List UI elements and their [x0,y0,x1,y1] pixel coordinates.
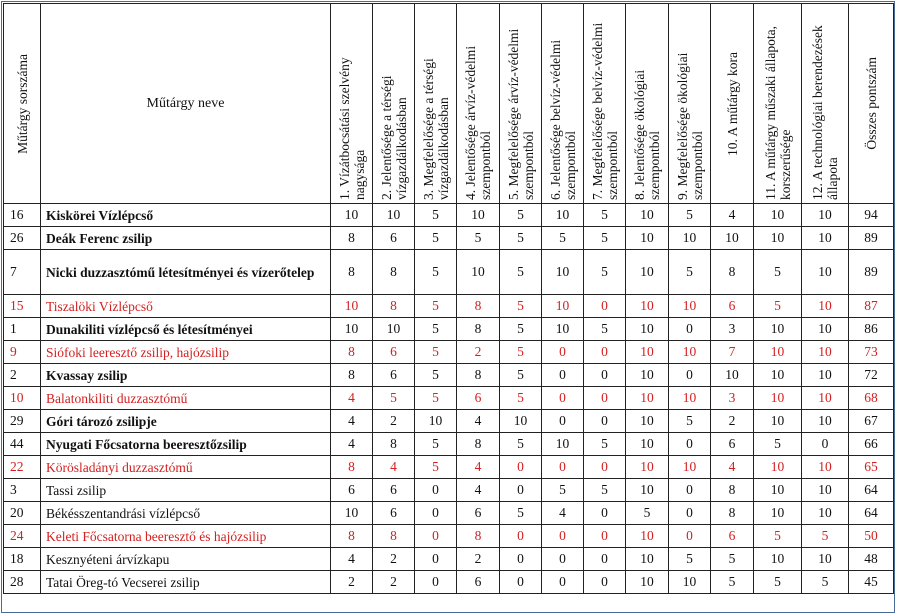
score-cell-criterion-1: 4 [331,387,373,410]
row-name-cell: Nyugati Főcsatorna beeresztőzsilip [41,433,331,456]
score-cell-criterion-5: 5 [500,250,542,295]
score-cell-criterion-10: 3 [711,387,754,410]
score-cell-criterion-2: 8 [373,250,415,295]
score-cell-criterion-11: 10 [754,387,802,410]
score-cell-criterion-3: 10 [415,410,457,433]
score-cell-criterion-11: 10 [754,227,802,250]
score-cell-criterion-1: 8 [331,364,373,387]
score-cell-criterion-1: 2 [331,571,373,594]
table-row [4,433,894,456]
score-cell-criterion-3: 5 [415,318,457,341]
score-cell-criterion-6: 10 [542,295,584,318]
total-score-cell: 72 [849,364,894,387]
score-cell-criterion-5: 5 [500,204,542,227]
score-cell-criterion-8: 10 [626,410,669,433]
score-cell-criterion-6: 10 [542,318,584,341]
total-score-cell: 86 [849,318,894,341]
score-cell-criterion-7: 5 [584,227,626,250]
row-id-cell: 24 [4,525,41,548]
score-cell-criterion-10: 6 [711,295,754,318]
header-criterion-4: 4. Jelentősége árvíz-védelmi szempontból [457,4,500,204]
score-cell-criterion-8: 10 [626,204,669,227]
score-cell-criterion-11: 10 [754,502,802,525]
score-cell-criterion-7: 0 [584,410,626,433]
score-cell-criterion-7: 5 [584,318,626,341]
score-cell-criterion-6: 5 [542,479,584,502]
header-total: Összes pontszám [849,4,894,204]
score-cell-criterion-4: 10 [457,204,500,227]
score-cell-criterion-12: 10 [802,548,849,571]
score-cell-criterion-9: 10 [669,456,711,479]
table-row [4,250,894,295]
score-cell-criterion-4: 4 [457,479,500,502]
score-cell-criterion-12: 10 [802,318,849,341]
row-name-cell: Góri tározó zsilipje [41,410,331,433]
score-cell-criterion-10: 8 [711,502,754,525]
score-cell-criterion-9: 5 [669,250,711,295]
score-cell-criterion-8: 5 [626,502,669,525]
row-name-cell: Kiskörei Vízlépcső [41,204,331,227]
score-cell-criterion-11: 10 [754,318,802,341]
table-row [4,525,894,548]
score-cell-criterion-9: 5 [669,410,711,433]
row-name-cell: Dunakiliti vízlépcső és létesítményei [41,318,331,341]
score-cell-criterion-2: 8 [373,525,415,548]
score-cell-criterion-2: 2 [373,571,415,594]
score-cell-criterion-3: 0 [415,548,457,571]
header-criterion-10: 10. A műtárgy kora [711,4,754,204]
score-cell-criterion-3: 5 [415,456,457,479]
score-cell-criterion-6: 0 [542,387,584,410]
score-cell-criterion-8: 10 [626,341,669,364]
row-name-cell: Békésszentandrási vízlépcső [41,502,331,525]
score-cell-criterion-7: 0 [584,364,626,387]
score-cell-criterion-12: 10 [802,341,849,364]
row-name-cell: Tatai Öreg-tó Vecserei zsilip [41,571,331,594]
score-cell-criterion-9: 10 [669,571,711,594]
score-cell-criterion-8: 10 [626,548,669,571]
score-cell-criterion-3: 0 [415,525,457,548]
score-cell-criterion-12: 5 [802,571,849,594]
score-cell-criterion-10: 5 [711,571,754,594]
header-name: Műtárgy neve [41,4,331,204]
row-id-cell: 29 [4,410,41,433]
row-name-cell: Keleti Főcsatorna beeresztő és hajózsilip [41,525,331,548]
score-cell-criterion-6: 0 [542,525,584,548]
row-name-cell: Tiszalöki Vízlépcső [41,295,331,318]
score-cell-criterion-12: 10 [802,204,849,227]
row-id-cell: 16 [4,204,41,227]
score-cell-criterion-6: 0 [542,341,584,364]
row-id-cell: 10 [4,387,41,410]
score-cell-criterion-11: 5 [754,571,802,594]
score-cell-criterion-12: 10 [802,364,849,387]
score-cell-criterion-9: 0 [669,364,711,387]
score-cell-criterion-11: 5 [754,525,802,548]
row-id-cell: 2 [4,364,41,387]
score-cell-criterion-3: 5 [415,227,457,250]
score-cell-criterion-3: 0 [415,479,457,502]
score-cell-criterion-7: 5 [584,250,626,295]
score-cell-criterion-1: 6 [331,479,373,502]
score-cell-criterion-4: 8 [457,295,500,318]
total-score-cell: 64 [849,502,894,525]
score-cell-criterion-7: 0 [584,295,626,318]
row-name-cell: Nicki duzzasztómű létesítményei és vízerőtelep [41,250,331,295]
header-id: Műtárgy sorszáma [4,4,41,204]
score-cell-criterion-5: 5 [500,227,542,250]
table-row [4,295,894,318]
score-cell-criterion-2: 2 [373,548,415,571]
score-cell-criterion-11: 10 [754,410,802,433]
score-cell-criterion-5: 5 [500,433,542,456]
score-cell-criterion-8: 10 [626,456,669,479]
score-cell-criterion-7: 0 [584,456,626,479]
score-cell-criterion-9: 0 [669,479,711,502]
score-cell-criterion-1: 10 [331,502,373,525]
score-cell-criterion-10: 5 [711,548,754,571]
score-cell-criterion-11: 5 [754,295,802,318]
score-cell-criterion-4: 6 [457,502,500,525]
row-id-cell: 18 [4,548,41,571]
total-score-cell: 68 [849,387,894,410]
score-cell-criterion-9: 0 [669,433,711,456]
score-cell-criterion-7: 5 [584,479,626,502]
score-cell-criterion-10: 4 [711,204,754,227]
score-cell-criterion-10: 2 [711,410,754,433]
score-cell-criterion-11: 5 [754,250,802,295]
header-criterion-5: 5. Megfelelősége árvíz-védelmi szempontból [500,4,542,204]
row-name-cell: Siófoki leeresztő zsilip, hajózsilip [41,341,331,364]
score-cell-criterion-4: 8 [457,433,500,456]
score-cell-criterion-11: 10 [754,204,802,227]
score-cell-criterion-5: 5 [500,387,542,410]
score-cell-criterion-6: 0 [542,548,584,571]
score-cell-criterion-12: 10 [802,479,849,502]
score-cell-criterion-9: 0 [669,525,711,548]
score-cell-criterion-4: 4 [457,410,500,433]
table-row [4,364,894,387]
score-cell-criterion-5: 5 [500,341,542,364]
score-cell-criterion-12: 10 [802,456,849,479]
row-id-cell: 44 [4,433,41,456]
score-cell-criterion-11: 10 [754,364,802,387]
score-cell-criterion-7: 0 [584,387,626,410]
score-cell-criterion-2: 10 [373,318,415,341]
row-id-cell: 28 [4,571,41,594]
row-id-cell: 1 [4,318,41,341]
table-row [4,571,894,594]
score-cell-criterion-2: 6 [373,227,415,250]
score-cell-criterion-10: 8 [711,250,754,295]
score-cell-criterion-1: 8 [331,341,373,364]
score-cell-criterion-5: 0 [500,525,542,548]
row-id-cell: 26 [4,227,41,250]
row-name-cell: Balatonkiliti duzzasztómű [41,387,331,410]
score-cell-criterion-8: 10 [626,318,669,341]
score-cell-criterion-8: 10 [626,479,669,502]
score-cell-criterion-10: 7 [711,341,754,364]
score-cell-criterion-7: 5 [584,204,626,227]
score-cell-criterion-2: 8 [373,433,415,456]
score-cell-criterion-9: 10 [669,295,711,318]
score-cell-criterion-7: 0 [584,341,626,364]
score-cell-criterion-4: 2 [457,548,500,571]
header-criterion-12: 12. A technológiai berendezések állapota [802,4,849,204]
score-cell-criterion-11: 10 [754,479,802,502]
row-id-cell: 22 [4,456,41,479]
score-cell-criterion-6: 0 [542,456,584,479]
score-cell-criterion-2: 2 [373,410,415,433]
table-row [4,341,894,364]
score-cell-criterion-5: 0 [500,548,542,571]
score-cell-criterion-1: 4 [331,410,373,433]
score-cell-criterion-4: 5 [457,227,500,250]
header-criterion-7: 7. Megfelelősége belvíz-védelmi szempontból [584,4,626,204]
header-row [4,4,894,204]
row-id-cell: 20 [4,502,41,525]
score-cell-criterion-6: 0 [542,410,584,433]
table-row [4,456,894,479]
score-cell-criterion-9: 10 [669,387,711,410]
total-score-cell: 66 [849,433,894,456]
score-cell-criterion-3: 5 [415,433,457,456]
score-cell-criterion-2: 6 [373,502,415,525]
score-cell-criterion-12: 10 [802,502,849,525]
score-cell-criterion-4: 8 [457,525,500,548]
score-cell-criterion-6: 0 [542,364,584,387]
score-cell-criterion-12: 10 [802,250,849,295]
total-score-cell: 48 [849,548,894,571]
score-cell-criterion-9: 10 [669,227,711,250]
score-cell-criterion-5: 5 [500,295,542,318]
score-cell-criterion-10: 3 [711,318,754,341]
total-score-cell: 87 [849,295,894,318]
header-criterion-6: 6. Jelentősége belvíz-védelmi szempontból [542,4,584,204]
row-name-cell: Deák Ferenc zsilip [41,227,331,250]
score-cell-criterion-1: 4 [331,433,373,456]
row-id-cell: 3 [4,479,41,502]
score-cell-criterion-4: 4 [457,456,500,479]
score-cell-criterion-8: 10 [626,364,669,387]
total-score-cell: 89 [849,250,894,295]
header-criterion-11: 11. A műtárgy műszaki állapota, korszerűsége [754,4,802,204]
table-row [4,548,894,571]
score-cell-criterion-8: 10 [626,250,669,295]
score-cell-criterion-3: 0 [415,502,457,525]
table-row [4,204,894,227]
score-cell-criterion-10: 6 [711,433,754,456]
score-cell-criterion-5: 0 [500,479,542,502]
score-cell-criterion-5: 0 [500,456,542,479]
header-criterion-1: 1. Vízátbocsátási szelvény nagysága [331,4,373,204]
total-score-cell: 67 [849,410,894,433]
score-cell-criterion-11: 10 [754,341,802,364]
table-row [4,227,894,250]
row-id-cell: 15 [4,295,41,318]
score-cell-criterion-2: 6 [373,479,415,502]
score-cell-criterion-12: 10 [802,227,849,250]
table-body [4,204,894,594]
score-cell-criterion-4: 10 [457,250,500,295]
score-cell-criterion-7: 0 [584,525,626,548]
score-cell-criterion-8: 10 [626,433,669,456]
row-name-cell: Kesznyéteni árvízkapu [41,548,331,571]
score-cell-criterion-11: 10 [754,456,802,479]
score-cell-criterion-3: 0 [415,571,457,594]
total-score-cell: 45 [849,571,894,594]
score-cell-criterion-4: 6 [457,571,500,594]
score-cell-criterion-9: 5 [669,204,711,227]
score-cell-criterion-7: 0 [584,571,626,594]
score-cell-criterion-5: 0 [500,571,542,594]
header-criterion-3: 3. Megfelelősége a térségi vízgazdálkodásban [415,4,457,204]
score-cell-criterion-12: 5 [802,525,849,548]
header-criterion-2: 2. Jelentősége a térségi vízgazdálkodásban [373,4,415,204]
score-cell-criterion-6: 10 [542,433,584,456]
score-cell-criterion-8: 10 [626,525,669,548]
score-cell-criterion-9: 5 [669,548,711,571]
score-cell-criterion-10: 8 [711,479,754,502]
score-cell-criterion-6: 5 [542,227,584,250]
table-row [4,318,894,341]
total-score-cell: 94 [849,204,894,227]
score-cell-criterion-12: 10 [802,410,849,433]
score-cell-criterion-7: 0 [584,548,626,571]
total-score-cell: 64 [849,479,894,502]
score-cell-criterion-6: 0 [542,571,584,594]
table-row [4,502,894,525]
score-cell-criterion-3: 5 [415,250,457,295]
score-cell-criterion-3: 5 [415,204,457,227]
score-cell-criterion-5: 5 [500,318,542,341]
table-row [4,387,894,410]
score-cell-criterion-1: 10 [331,318,373,341]
score-cell-criterion-2: 10 [373,204,415,227]
header-criterion-8: 8. Jelentősége ökológiai szempontból [626,4,669,204]
row-id-cell: 9 [4,341,41,364]
table-row [4,410,894,433]
score-cell-criterion-1: 8 [331,227,373,250]
score-cell-criterion-12: 0 [802,433,849,456]
score-cell-criterion-7: 5 [584,433,626,456]
score-cell-criterion-4: 6 [457,387,500,410]
score-cell-criterion-6: 10 [542,204,584,227]
score-cell-criterion-11: 5 [754,433,802,456]
score-cell-criterion-2: 4 [373,456,415,479]
score-cell-criterion-3: 5 [415,387,457,410]
score-cell-criterion-1: 8 [331,250,373,295]
total-score-cell: 50 [849,525,894,548]
score-cell-criterion-11: 10 [754,548,802,571]
row-name-cell: Körösladányi duzzasztómű [41,456,331,479]
score-cell-criterion-8: 10 [626,387,669,410]
score-cell-criterion-8: 10 [626,295,669,318]
score-cell-criterion-10: 10 [711,364,754,387]
score-cell-criterion-1: 8 [331,456,373,479]
score-cell-criterion-5: 5 [500,364,542,387]
header-criterion-9: 9. Megfelelősége ökológiai szempontból [669,4,711,204]
total-score-cell: 65 [849,456,894,479]
structure-ranking-table [3,3,894,594]
score-cell-criterion-10: 4 [711,456,754,479]
score-cell-criterion-6: 10 [542,250,584,295]
score-cell-criterion-4: 8 [457,364,500,387]
score-cell-criterion-8: 10 [626,571,669,594]
score-cell-criterion-4: 2 [457,341,500,364]
score-cell-criterion-10: 6 [711,525,754,548]
score-cell-criterion-1: 10 [331,204,373,227]
score-cell-criterion-1: 4 [331,548,373,571]
score-cell-criterion-4: 8 [457,318,500,341]
score-cell-criterion-9: 10 [669,341,711,364]
score-cell-criterion-3: 5 [415,341,457,364]
score-cell-criterion-2: 8 [373,295,415,318]
score-cell-criterion-12: 10 [802,295,849,318]
row-name-cell: Kvassay zsilip [41,364,331,387]
row-name-cell: Tassi zsilip [41,479,331,502]
score-cell-criterion-2: 6 [373,341,415,364]
row-id-cell: 7 [4,250,41,295]
total-score-cell: 73 [849,341,894,364]
score-cell-criterion-5: 5 [500,502,542,525]
total-score-cell: 89 [849,227,894,250]
score-cell-criterion-9: 0 [669,318,711,341]
score-cell-criterion-10: 10 [711,227,754,250]
score-cell-criterion-5: 10 [500,410,542,433]
score-cell-criterion-2: 5 [373,387,415,410]
score-cell-criterion-3: 5 [415,364,457,387]
score-cell-criterion-2: 6 [373,364,415,387]
score-cell-criterion-9: 0 [669,502,711,525]
score-cell-criterion-6: 4 [542,502,584,525]
score-cell-criterion-7: 0 [584,502,626,525]
score-cell-criterion-12: 10 [802,387,849,410]
score-cell-criterion-1: 8 [331,525,373,548]
score-cell-criterion-1: 10 [331,295,373,318]
score-cell-criterion-8: 10 [626,227,669,250]
table-row [4,479,894,502]
score-cell-criterion-3: 5 [415,295,457,318]
